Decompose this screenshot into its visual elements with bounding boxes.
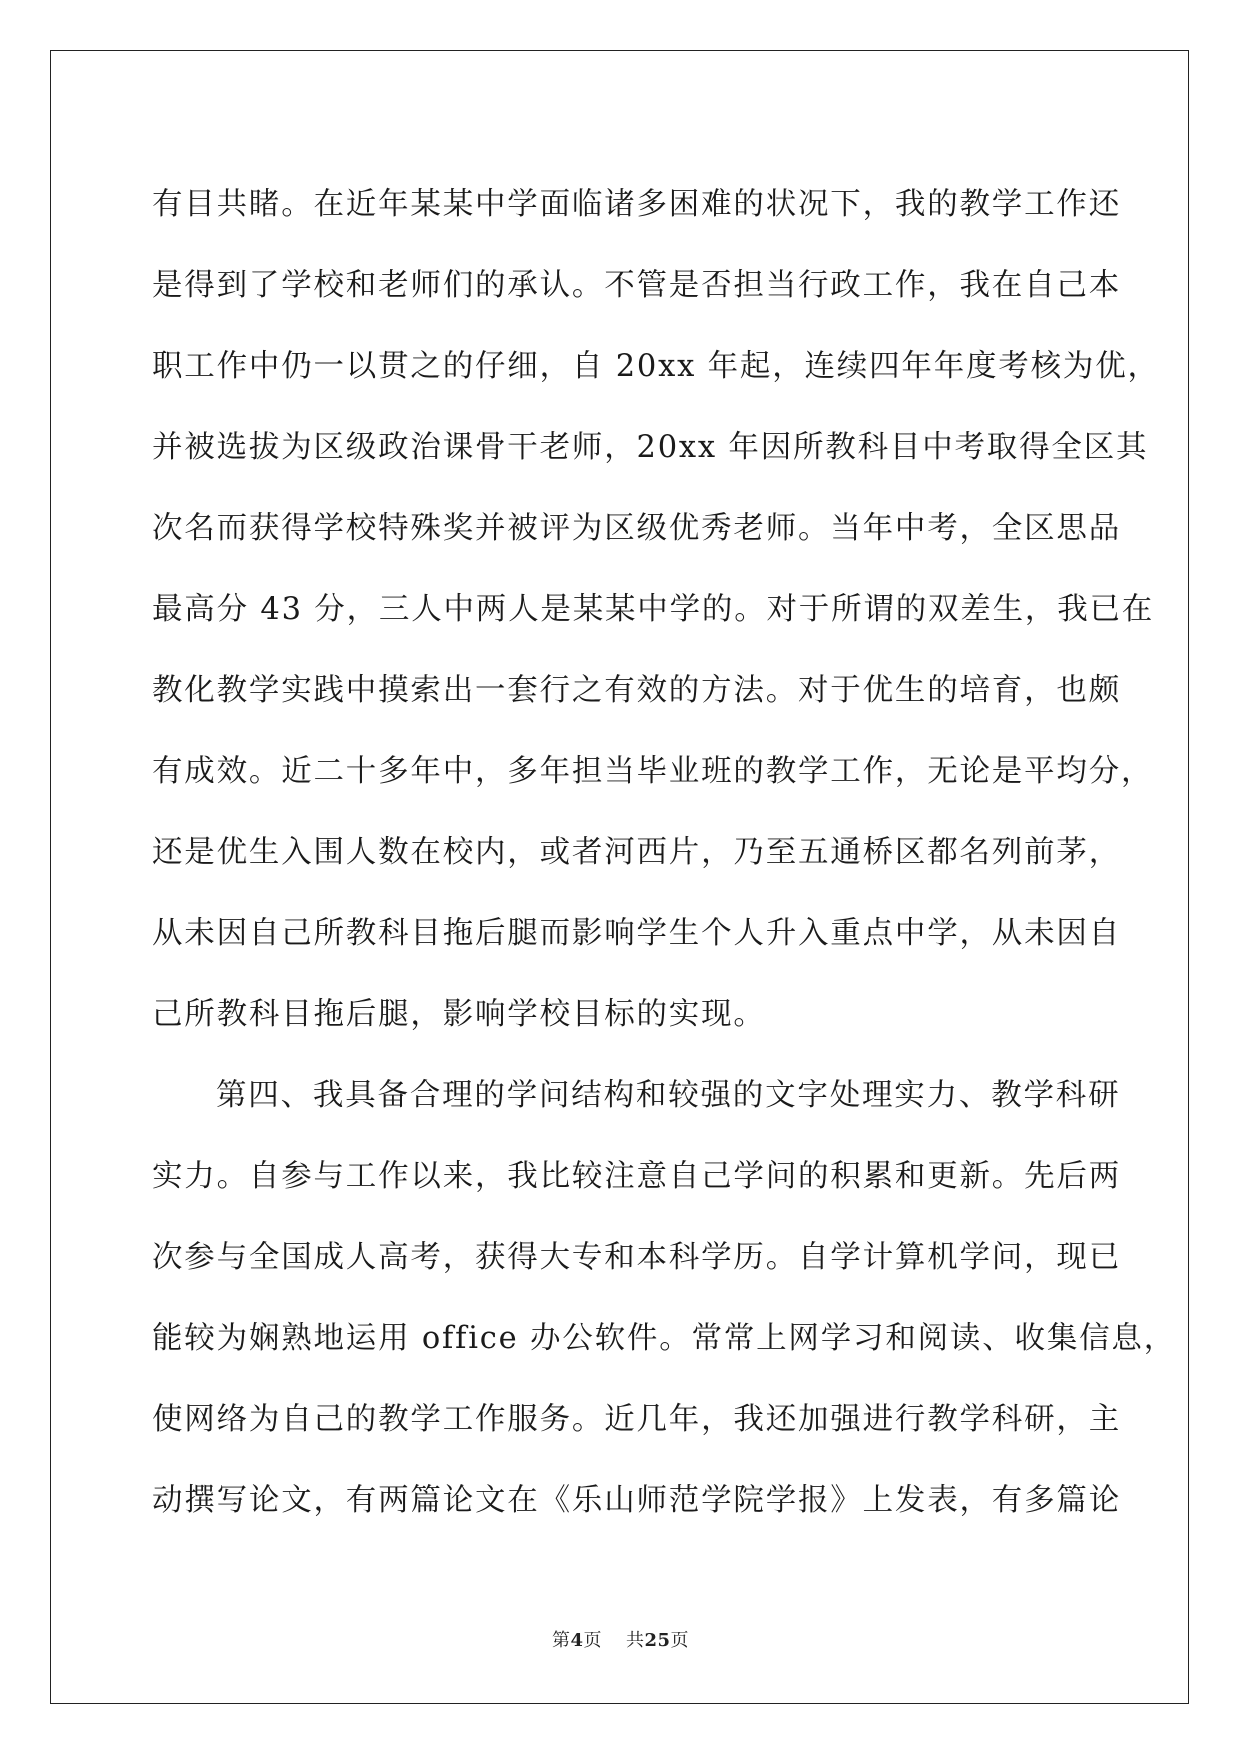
- text-line-8: 有成效。近二十多年中，多年担当毕业班的教学工作，无论是平均分，: [152, 754, 1154, 789]
- text-line-2: 是得到了学校和老师们的承认。不管是否担当行政工作，我在自己本: [152, 268, 1121, 303]
- text-line-9: 还是优生入围人数在校内，或者河西片，乃至五通桥区都名列前茅，: [152, 835, 1121, 870]
- page-prefix: 第: [551, 1630, 571, 1651]
- page-number: 4: [570, 1630, 584, 1651]
- text-line-14: 次参与全国成人高考，获得大专和本科学历。自学计算机学问，现已: [152, 1240, 1121, 1275]
- text-line-10: 从未因自己所教科目拖后腿而影响学生个人升入重点中学，从未因自: [152, 916, 1121, 951]
- document-body: [152, 164, 1177, 1541]
- text-line-1: 有目共睹。在近年某某中学面临诸多困难的状况下，我的教学工作还: [152, 187, 1121, 222]
- text-line-7: 教化教学实践中摸索出一套行之有效的方法。对于优生的培育，也颇: [152, 673, 1121, 708]
- page-suffix: 页: [583, 1630, 602, 1651]
- total-prefix: 共: [625, 1630, 645, 1651]
- text-line-11: 己所教科目拖后腿，影响学校目标的实现。: [152, 997, 766, 1032]
- total-pages: 25: [644, 1630, 671, 1651]
- text-line-6: 最高分 43 分，三人中两人是某某中学的。对于所谓的双差生，我已在: [152, 592, 1155, 627]
- total-suffix: 页: [670, 1630, 690, 1651]
- text-line-17: 动撰写论文，有两篇论文在《乐山师范学院学报》上发表，有多篇论: [152, 1483, 1121, 1518]
- text-line-3: 职工作中仍一以贯之的仔细，自 20xx 年起，连续四年年度考核为优，: [152, 349, 1160, 384]
- text-line-16: 使网络为自己的教学工作服务。近几年，我还加强进行教学科研，主: [152, 1402, 1121, 1437]
- page-footer: [0, 1626, 1241, 1652]
- text-line-12-paragraph-start: 第四、我具备合理的学问结构和较强的文字处理实力、教学科研: [216, 1078, 1121, 1113]
- text-line-5: 次名而获得学校特殊奖并被评为区级优秀老师。当年中考，全区思品: [152, 511, 1121, 546]
- text-line-15: 能较为娴熟地运用 office 办公软件。常常上网学习和阅读、收集信息，: [152, 1321, 1177, 1356]
- text-line-13: 实力。自参与工作以来，我比较注意自己学问的积累和更新。先后两: [152, 1159, 1121, 1194]
- text-line-4: 并被选拔为区级政治课骨干老师，20xx 年因所教科目中考取得全区其: [152, 430, 1149, 465]
